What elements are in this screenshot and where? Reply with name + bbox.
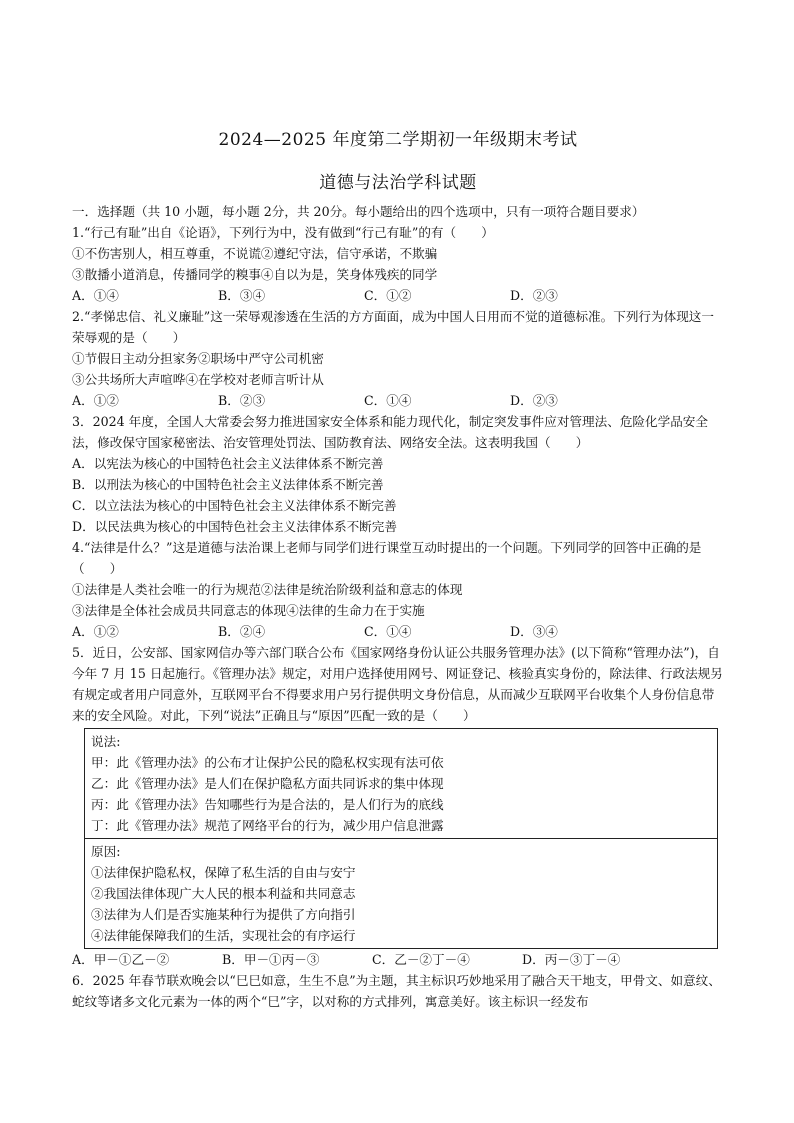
statement-line: ③法律是全体社会成员共同意志的体现④法律的生命力在于实施	[72, 603, 425, 618]
section-heading: 一．选择题（共 10 小题，每小题 2分，共 20分。每小题给出的四个选项中，只有一项符合题目要求）	[72, 204, 645, 219]
question-1	[72, 222, 724, 306]
saying-item: 丙：此《管理办法》告知哪些行为是合法的，是人们行为的底线	[91, 797, 444, 812]
option-b[interactable]: B．②③	[218, 393, 266, 408]
reason-item: ③法律为人们是否实施某种行为提供了方向指引	[91, 907, 356, 922]
answer-options	[72, 285, 724, 306]
question-stem: 5．近日，公安部、国家网信办等六部门联合公布《国家网络身份认证公共服务管理办法》(以下简称“管理办法”)，自今年 7 月 15 日起施行。《管理办法》规定，对用户选择使用网号、网证登记、核验真实身份的，除法律、行政法规另有规定或者用户同意外，互联网平台不得要求用户另行提供明文身份信息，从而减少互联网平台收集个人身份信息带来的安全风险。对此，下列“说法”正确且与“原因”匹配一致的是（ ）	[72, 645, 723, 723]
option-a[interactable]: A．①②	[72, 393, 119, 408]
option-a[interactable]: A．①②	[72, 624, 119, 639]
question-stem: 1.“行己有耻”出自《论语》，下列行为中，没有做到“行己有耻”的有（ ）	[72, 225, 494, 240]
option-a[interactable]: A．甲－①乙－②	[72, 952, 170, 967]
exam-page	[72, 126, 724, 1012]
reason-item: ①法律保护隐私权，保障了私生活的自由与安宁	[91, 865, 356, 880]
sayings-reasons-table	[84, 728, 718, 949]
question-stem: 6．2025 年春节联欢晚会以“巳巳如意，生生不息”为主题，其主标识巧妙地采用了融合天干地支，甲骨文、如意纹、蛇纹等诸多文化元素为一体的两个“巳”字，以对称的方式排列，寓意美好。该主标识一经发布	[72, 973, 721, 1009]
reasons-block	[85, 838, 717, 948]
sayings-heading: 说法:	[91, 734, 121, 749]
option-d[interactable]: D．以民法典为核心的中国特色社会主义法律体系不断完善	[72, 519, 397, 534]
option-b[interactable]: B．以刑法为核心的中国特色社会主义法律体系不断完善	[72, 477, 384, 492]
answer-options	[72, 390, 724, 411]
saying-item: 丁：此《管理办法》规范了网络平台的行为，减少用户信息泄露	[91, 818, 444, 833]
option-a[interactable]: A．以宪法为核心的中国特色社会主义法律体系不断完善	[72, 456, 384, 471]
option-d[interactable]: D．②③	[510, 288, 558, 303]
question-stem: 2.“孝悌忠信、礼义廉耻”这一荣辱观渗透在生活的方方面面，成为中国人日用而不觉的道德标准。下列行为体现这一荣辱观的是（ ）	[72, 309, 714, 345]
question-5	[72, 642, 724, 970]
option-c[interactable]: C．①④	[364, 393, 412, 408]
statement-line: ①法律是人类社会唯一的行为规范②法律是统治阶级利益和意志的体现	[72, 582, 463, 597]
question-3	[72, 411, 724, 537]
question-2	[72, 306, 724, 411]
answer-options	[72, 621, 724, 642]
saying-item: 甲：此《管理办法》的公布才让保护公民的隐私权实现有法可依	[91, 755, 444, 770]
question-stem: 3．2024 年度，全国人大常委会努力推进国家安全体系和能力现代化，制定突发事件应对管理法、危险化学品安全法，修改保守国家秘密法、治安管理处罚法、国防教育法、网络安全法。这表明我国（ ）	[72, 414, 708, 450]
option-c[interactable]: C．①④	[364, 624, 412, 639]
option-c[interactable]: C．乙－②丁－④	[372, 952, 470, 967]
option-d[interactable]: D．丙－③丁－④	[522, 952, 621, 967]
exam-title: 2024—2025 年度第二学期初一年级期末考试	[218, 130, 578, 150]
statement-line: ①不伤害别人，相互尊重，不说谎②遵纪守法，信守承诺，不欺骗	[72, 246, 438, 261]
answer-options	[72, 949, 724, 970]
sayings-block	[85, 729, 717, 838]
statement-line: ①节假日主动分担家务②职场中严守公司机密	[72, 351, 324, 366]
option-c[interactable]: C．①②	[364, 288, 412, 303]
statement-line: ③公共场所大声喧哗④在学校对老师言听计从	[72, 372, 324, 387]
question-4	[72, 537, 724, 642]
exam-subtitle: 道德与法治学科试题	[319, 173, 477, 193]
option-d[interactable]: D．③④	[510, 624, 558, 639]
option-a[interactable]: A．①④	[72, 288, 119, 303]
option-b[interactable]: B．②④	[218, 624, 266, 639]
reason-item: ④法律能保障我们的生活，实现社会的有序运行	[91, 928, 356, 943]
option-b[interactable]: B．甲－①丙－③	[222, 952, 320, 967]
statement-line: ③散播小道消息，传播同学的糗事④自以为是，笑身体残疾的同学	[72, 267, 438, 282]
option-d[interactable]: D．②③	[510, 393, 558, 408]
reasons-heading: 原因:	[91, 844, 121, 859]
reason-item: ②我国法律体现广大人民的根本利益和共同意志	[91, 886, 356, 901]
saying-item: 乙：此《管理办法》是人们在保护隐私方面共同诉求的集中体现	[91, 776, 444, 791]
question-6	[72, 970, 724, 1012]
option-b[interactable]: B．③④	[218, 288, 266, 303]
question-stem: 4.“法律是什么？”这是道德与法治课上老师与同学们进行课堂互动时提出的一个问题。下列同学的回答中正确的是（ ）	[72, 540, 702, 576]
option-c[interactable]: C．以立法法为核心的中国特色社会主义法律体系不断完善	[72, 498, 397, 513]
